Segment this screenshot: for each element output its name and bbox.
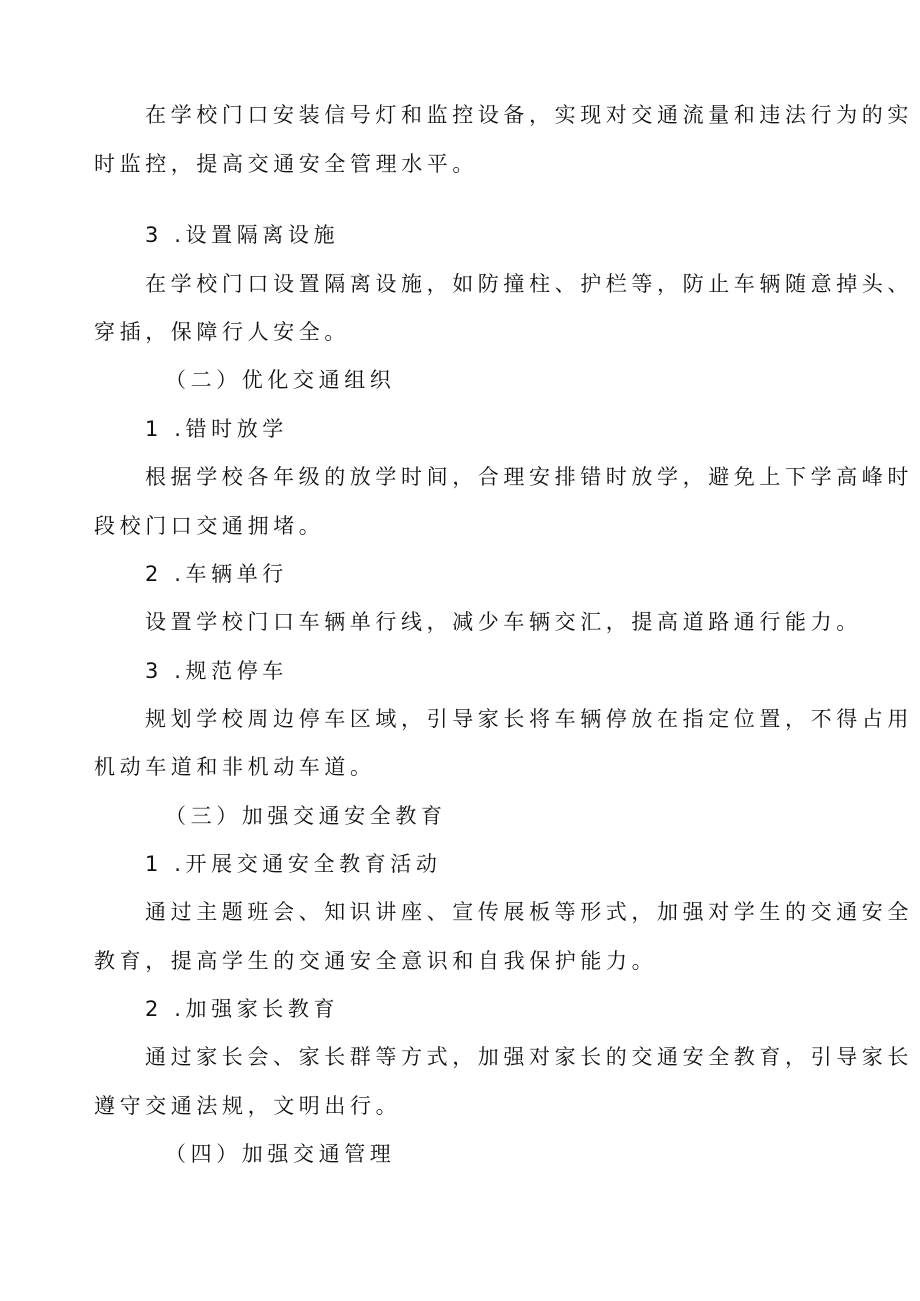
- paragraph-line: 设置学校门口车辆单行线，减少车辆交汇，提高道路通行能力。: [145, 610, 862, 634]
- paragraph-line: 规划学校周边停车区域，引导家长将车辆停放在指定位置，不得占用: [145, 707, 913, 731]
- paragraph-line: 时监控，提高交通安全管理水平。: [94, 152, 478, 176]
- subheading: 3 .规范停车: [145, 659, 288, 683]
- section-heading: （二）优化交通组织: [165, 368, 396, 392]
- subheading: 1 .开展交通安全教育活动: [145, 852, 442, 876]
- section-heading: （三）加强交通安全教育: [165, 804, 447, 828]
- paragraph-line: 在学校门口设置隔离设施，如防撞柱、护栏等，防止车辆随意掉头、: [145, 272, 913, 296]
- paragraph-line: 教育，提高学生的交通安全意识和自我保护能力。: [94, 949, 658, 973]
- subheading: 3 .设置隔离设施: [145, 223, 340, 247]
- paragraph-line: 遵守交通法规，文明出行。: [94, 1094, 402, 1118]
- paragraph-line: 通过主题班会、知识讲座、宣传展板等形式，加强对学生的交通安全: [145, 900, 913, 924]
- paragraph-line: 根据学校各年级的放学时间，合理安排错时放学，避免上下学高峰时: [145, 465, 913, 489]
- paragraph-line: 穿插，保障行人安全。: [94, 320, 350, 344]
- paragraph-line: 机动车道和非机动车道。: [94, 755, 376, 779]
- subheading: 1 .错时放学: [145, 417, 288, 441]
- section-heading: （四）加强交通管理: [165, 1142, 396, 1166]
- paragraph-line: 段校门口交通拥堵。: [94, 514, 325, 538]
- paragraph-line: 通过家长会、家长群等方式，加强对家长的交通安全教育，引导家长: [145, 1045, 913, 1069]
- subheading: 2 .车辆单行: [145, 562, 288, 586]
- subheading: 2 .加强家长教育: [145, 997, 340, 1021]
- paragraph-line: 在学校门口安装信号灯和监控设备，实现对交通流量和违法行为的实: [145, 103, 913, 127]
